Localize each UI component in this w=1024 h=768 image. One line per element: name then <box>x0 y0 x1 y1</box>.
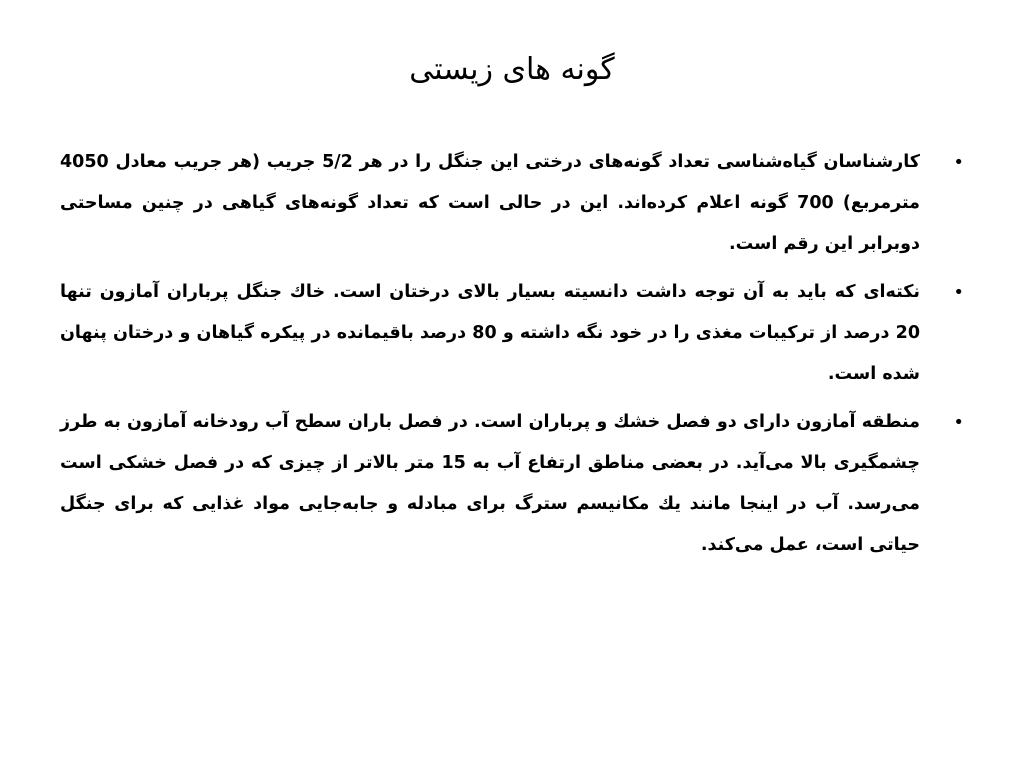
bullet-item <box>60 142 964 265</box>
bullet-item <box>60 272 964 395</box>
bullet-item <box>60 402 964 566</box>
bullet-text: منطقه آمازون دارای دو فصل خشك و پرباران است. در فصل باران سطح آب رودخانه آمازون به طرز چشمگیری بالا می‌آید. در بعضی مناطق ارتفاع آب به 15 متر بالاتر از چیزی که در فصل خشکی است می‌رسد. آب در اینجا مانند یك مکانیسم سترگ برای مبادله و جابه‌جایی مواد غذایی که برای جنگل حیاتی است، عمل می‌کند. <box>60 412 920 555</box>
slide-title: گونه های زیستی <box>409 52 615 87</box>
bullet-marker-icon: • <box>953 152 964 173</box>
bullet-marker-icon: • <box>953 282 964 303</box>
bullet-text: نکته‌ای که باید به آن توجه داشت دانسیته بسیار بالای درختان است. خاك جنگل پرباران آمازون تنها 20 درصد از ترکیبات مغذی را در خود نگه داشته و 80 درصد باقیمانده در پیکره گیاهان و درختان پنهان شده است. <box>60 282 920 384</box>
bullet-marker-icon: • <box>953 412 964 433</box>
bullet-text: کارشناسان گیاه‌شناسی تعداد گونه‌های درختی این جنگل را در هر 5/2 جریب (هر جریب معادل 4050 مترمربع) 700 گونه اعلام کرده‌اند. این در حالی است که تعداد گونه‌های گیاهی در چنین مساحتی دوبرابر این رقم است. <box>60 152 920 254</box>
bullet-list <box>60 142 964 573</box>
